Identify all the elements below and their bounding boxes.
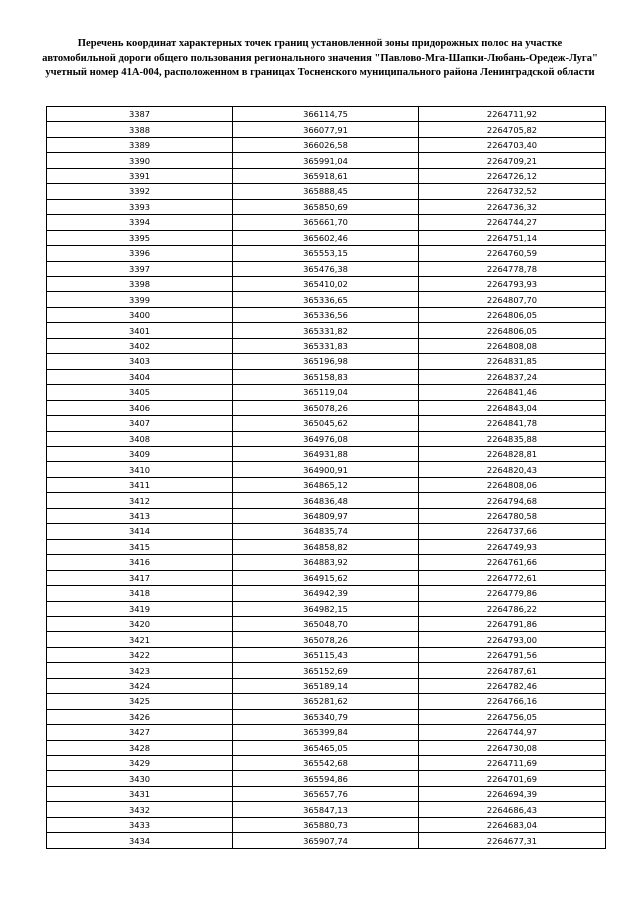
x-coordinate-cell: 365119,04 (233, 385, 419, 400)
table-row (47, 586, 606, 601)
table-row (47, 416, 606, 431)
table-row (47, 385, 606, 400)
x-coordinate-cell: 365336,56 (233, 307, 419, 322)
point-number-cell: 3411 (47, 477, 233, 492)
x-coordinate-cell: 364900,91 (233, 462, 419, 477)
x-coordinate-cell: 365281,62 (233, 694, 419, 709)
table-row (47, 663, 606, 678)
point-number-cell: 3426 (47, 709, 233, 724)
table-row (47, 153, 606, 168)
table-row (47, 168, 606, 183)
table-row (47, 709, 606, 724)
table-row (47, 771, 606, 786)
point-number-cell: 3394 (47, 215, 233, 230)
x-coordinate-cell: 364865,12 (233, 477, 419, 492)
y-coordinate-cell: 2264703,40 (419, 137, 606, 152)
x-coordinate-cell: 365991,04 (233, 153, 419, 168)
point-number-cell: 3395 (47, 230, 233, 245)
point-number-cell: 3428 (47, 740, 233, 755)
x-coordinate-cell: 365594,86 (233, 771, 419, 786)
y-coordinate-cell: 2264791,86 (419, 616, 606, 631)
x-coordinate-cell: 365553,15 (233, 246, 419, 261)
y-coordinate-cell: 2264683,04 (419, 817, 606, 832)
y-coordinate-cell: 2264806,05 (419, 323, 606, 338)
table-row (47, 647, 606, 662)
table-row (47, 292, 606, 307)
y-coordinate-cell: 2264730,08 (419, 740, 606, 755)
table-row (47, 462, 606, 477)
point-number-cell: 3412 (47, 493, 233, 508)
point-number-cell: 3402 (47, 338, 233, 353)
x-coordinate-cell: 365115,43 (233, 647, 419, 662)
point-number-cell: 3397 (47, 261, 233, 276)
y-coordinate-cell: 2264701,69 (419, 771, 606, 786)
point-number-cell: 3392 (47, 184, 233, 199)
point-number-cell: 3430 (47, 771, 233, 786)
table-row (47, 107, 606, 122)
point-number-cell: 3418 (47, 586, 233, 601)
x-coordinate-cell: 364931,88 (233, 446, 419, 461)
point-number-cell: 3393 (47, 199, 233, 214)
table-row (47, 493, 606, 508)
point-number-cell: 3404 (47, 369, 233, 384)
point-number-cell: 3396 (47, 246, 233, 261)
y-coordinate-cell: 2264837,24 (419, 369, 606, 384)
point-number-cell: 3431 (47, 786, 233, 801)
table-row (47, 632, 606, 647)
table-row (47, 833, 606, 848)
point-number-cell: 3416 (47, 555, 233, 570)
table-row (47, 122, 606, 137)
table-row (47, 539, 606, 554)
x-coordinate-cell: 365152,69 (233, 663, 419, 678)
y-coordinate-cell: 2264766,16 (419, 694, 606, 709)
y-coordinate-cell: 2264780,58 (419, 508, 606, 523)
table-row (47, 756, 606, 771)
y-coordinate-cell: 2264744,27 (419, 215, 606, 230)
point-number-cell: 3421 (47, 632, 233, 647)
y-coordinate-cell: 2264760,59 (419, 246, 606, 261)
x-coordinate-cell: 365476,38 (233, 261, 419, 276)
x-coordinate-cell: 365331,83 (233, 338, 419, 353)
x-coordinate-cell: 364942,39 (233, 586, 419, 601)
y-coordinate-cell: 2264787,61 (419, 663, 606, 678)
table-row (47, 400, 606, 415)
point-number-cell: 3399 (47, 292, 233, 307)
point-number-cell: 3408 (47, 431, 233, 446)
table-row (47, 246, 606, 261)
y-coordinate-cell: 2264807,70 (419, 292, 606, 307)
point-number-cell: 3414 (47, 524, 233, 539)
y-coordinate-cell: 2264841,46 (419, 385, 606, 400)
x-coordinate-cell: 364809,97 (233, 508, 419, 523)
x-coordinate-cell: 365045,62 (233, 416, 419, 431)
y-coordinate-cell: 2264709,21 (419, 153, 606, 168)
y-coordinate-cell: 2264705,82 (419, 122, 606, 137)
point-number-cell: 3423 (47, 663, 233, 678)
y-coordinate-cell: 2264732,52 (419, 184, 606, 199)
coordinates-table-body (47, 107, 606, 849)
y-coordinate-cell: 2264820,43 (419, 462, 606, 477)
y-coordinate-cell: 2264793,93 (419, 276, 606, 291)
table-row (47, 570, 606, 585)
point-number-cell: 3391 (47, 168, 233, 183)
x-coordinate-cell: 364836,48 (233, 493, 419, 508)
point-number-cell: 3403 (47, 354, 233, 369)
y-coordinate-cell: 2264782,46 (419, 678, 606, 693)
point-number-cell: 3425 (47, 694, 233, 709)
table-row (47, 215, 606, 230)
table-row (47, 261, 606, 276)
table-row (47, 786, 606, 801)
y-coordinate-cell: 2264779,86 (419, 586, 606, 601)
point-number-cell: 3432 (47, 802, 233, 817)
y-coordinate-cell: 2264808,08 (419, 338, 606, 353)
table-row (47, 184, 606, 199)
y-coordinate-cell: 2264711,92 (419, 107, 606, 122)
y-coordinate-cell: 2264828,81 (419, 446, 606, 461)
point-number-cell: 3419 (47, 601, 233, 616)
y-coordinate-cell: 2264711,69 (419, 756, 606, 771)
y-coordinate-cell: 2264794,68 (419, 493, 606, 508)
y-coordinate-cell: 2264686,43 (419, 802, 606, 817)
table-row (47, 601, 606, 616)
table-row (47, 616, 606, 631)
table-row (47, 678, 606, 693)
point-number-cell: 3417 (47, 570, 233, 585)
x-coordinate-cell: 365880,73 (233, 817, 419, 832)
y-coordinate-cell: 2264677,31 (419, 833, 606, 848)
coordinates-table (46, 106, 606, 849)
x-coordinate-cell: 365196,98 (233, 354, 419, 369)
x-coordinate-cell: 365331,82 (233, 323, 419, 338)
x-coordinate-cell: 365410,02 (233, 276, 419, 291)
table-row (47, 817, 606, 832)
x-coordinate-cell: 364858,82 (233, 539, 419, 554)
point-number-cell: 3424 (47, 678, 233, 693)
x-coordinate-cell: 364982,15 (233, 601, 419, 616)
table-row (47, 276, 606, 291)
table-row (47, 199, 606, 214)
x-coordinate-cell: 366026,58 (233, 137, 419, 152)
point-number-cell: 3420 (47, 616, 233, 631)
point-number-cell: 3390 (47, 153, 233, 168)
y-coordinate-cell: 2264694,39 (419, 786, 606, 801)
point-number-cell: 3427 (47, 725, 233, 740)
x-coordinate-cell: 364976,08 (233, 431, 419, 446)
y-coordinate-cell: 2264793,00 (419, 632, 606, 647)
point-number-cell: 3406 (47, 400, 233, 415)
y-coordinate-cell: 2264772,61 (419, 570, 606, 585)
x-coordinate-cell: 365399,84 (233, 725, 419, 740)
table-row (47, 555, 606, 570)
point-number-cell: 3410 (47, 462, 233, 477)
table-row (47, 694, 606, 709)
x-coordinate-cell: 365542,68 (233, 756, 419, 771)
y-coordinate-cell: 2264778,78 (419, 261, 606, 276)
point-number-cell: 3388 (47, 122, 233, 137)
table-row (47, 508, 606, 523)
x-coordinate-cell: 365661,70 (233, 215, 419, 230)
x-coordinate-cell: 365847,13 (233, 802, 419, 817)
y-coordinate-cell: 2264841,78 (419, 416, 606, 431)
y-coordinate-cell: 2264791,56 (419, 647, 606, 662)
point-number-cell: 3405 (47, 385, 233, 400)
x-coordinate-cell: 365888,45 (233, 184, 419, 199)
table-row (47, 725, 606, 740)
y-coordinate-cell: 2264843,04 (419, 400, 606, 415)
y-coordinate-cell: 2264831,85 (419, 354, 606, 369)
table-row (47, 802, 606, 817)
table-row (47, 354, 606, 369)
point-number-cell: 3422 (47, 647, 233, 662)
table-row (47, 369, 606, 384)
y-coordinate-cell: 2264806,05 (419, 307, 606, 322)
table-row (47, 446, 606, 461)
y-coordinate-cell: 2264786,22 (419, 601, 606, 616)
x-coordinate-cell: 365918,61 (233, 168, 419, 183)
x-coordinate-cell: 365657,76 (233, 786, 419, 801)
y-coordinate-cell: 2264751,14 (419, 230, 606, 245)
x-coordinate-cell: 365078,26 (233, 632, 419, 647)
point-number-cell: 3409 (47, 446, 233, 461)
table-row (47, 230, 606, 245)
x-coordinate-cell: 365078,26 (233, 400, 419, 415)
x-coordinate-cell: 364915,62 (233, 570, 419, 585)
table-row (47, 307, 606, 322)
table-row (47, 323, 606, 338)
y-coordinate-cell: 2264749,93 (419, 539, 606, 554)
table-row (47, 137, 606, 152)
x-coordinate-cell: 365158,83 (233, 369, 419, 384)
table-row (47, 524, 606, 539)
x-coordinate-cell: 365465,05 (233, 740, 419, 755)
x-coordinate-cell: 365336,65 (233, 292, 419, 307)
x-coordinate-cell: 365907,74 (233, 833, 419, 848)
point-number-cell: 3400 (47, 307, 233, 322)
table-row (47, 477, 606, 492)
table-row (47, 338, 606, 353)
table-row (47, 740, 606, 755)
y-coordinate-cell: 2264737,66 (419, 524, 606, 539)
document-title: Перечень координат характерных точек границ установленной зоны придорожных полос на участке автомобильной дороги общего пользования регионального значения "Павлово-Мга-Шапки-Любань-Оредеж-Луга" учетный номер 41А-004, расположенном в границах Тосненского муниципального района Ленинградской области (42, 38, 598, 78)
x-coordinate-cell: 366114,75 (233, 107, 419, 122)
point-number-cell: 3401 (47, 323, 233, 338)
point-number-cell: 3415 (47, 539, 233, 554)
y-coordinate-cell: 2264744,97 (419, 725, 606, 740)
x-coordinate-cell: 365048,70 (233, 616, 419, 631)
y-coordinate-cell: 2264736,32 (419, 199, 606, 214)
point-number-cell: 3429 (47, 756, 233, 771)
x-coordinate-cell: 365850,69 (233, 199, 419, 214)
y-coordinate-cell: 2264761,66 (419, 555, 606, 570)
y-coordinate-cell: 2264726,12 (419, 168, 606, 183)
point-number-cell: 3387 (47, 107, 233, 122)
point-number-cell: 3398 (47, 276, 233, 291)
x-coordinate-cell: 365189,14 (233, 678, 419, 693)
point-number-cell: 3433 (47, 817, 233, 832)
point-number-cell: 3407 (47, 416, 233, 431)
x-coordinate-cell: 366077,91 (233, 122, 419, 137)
y-coordinate-cell: 2264835,88 (419, 431, 606, 446)
point-number-cell: 3434 (47, 833, 233, 848)
point-number-cell: 3413 (47, 508, 233, 523)
x-coordinate-cell: 365340,79 (233, 709, 419, 724)
table-row (47, 431, 606, 446)
x-coordinate-cell: 364883,92 (233, 555, 419, 570)
y-coordinate-cell: 2264756,05 (419, 709, 606, 724)
x-coordinate-cell: 365602,46 (233, 230, 419, 245)
y-coordinate-cell: 2264808,06 (419, 477, 606, 492)
point-number-cell: 3389 (47, 137, 233, 152)
x-coordinate-cell: 364835,74 (233, 524, 419, 539)
